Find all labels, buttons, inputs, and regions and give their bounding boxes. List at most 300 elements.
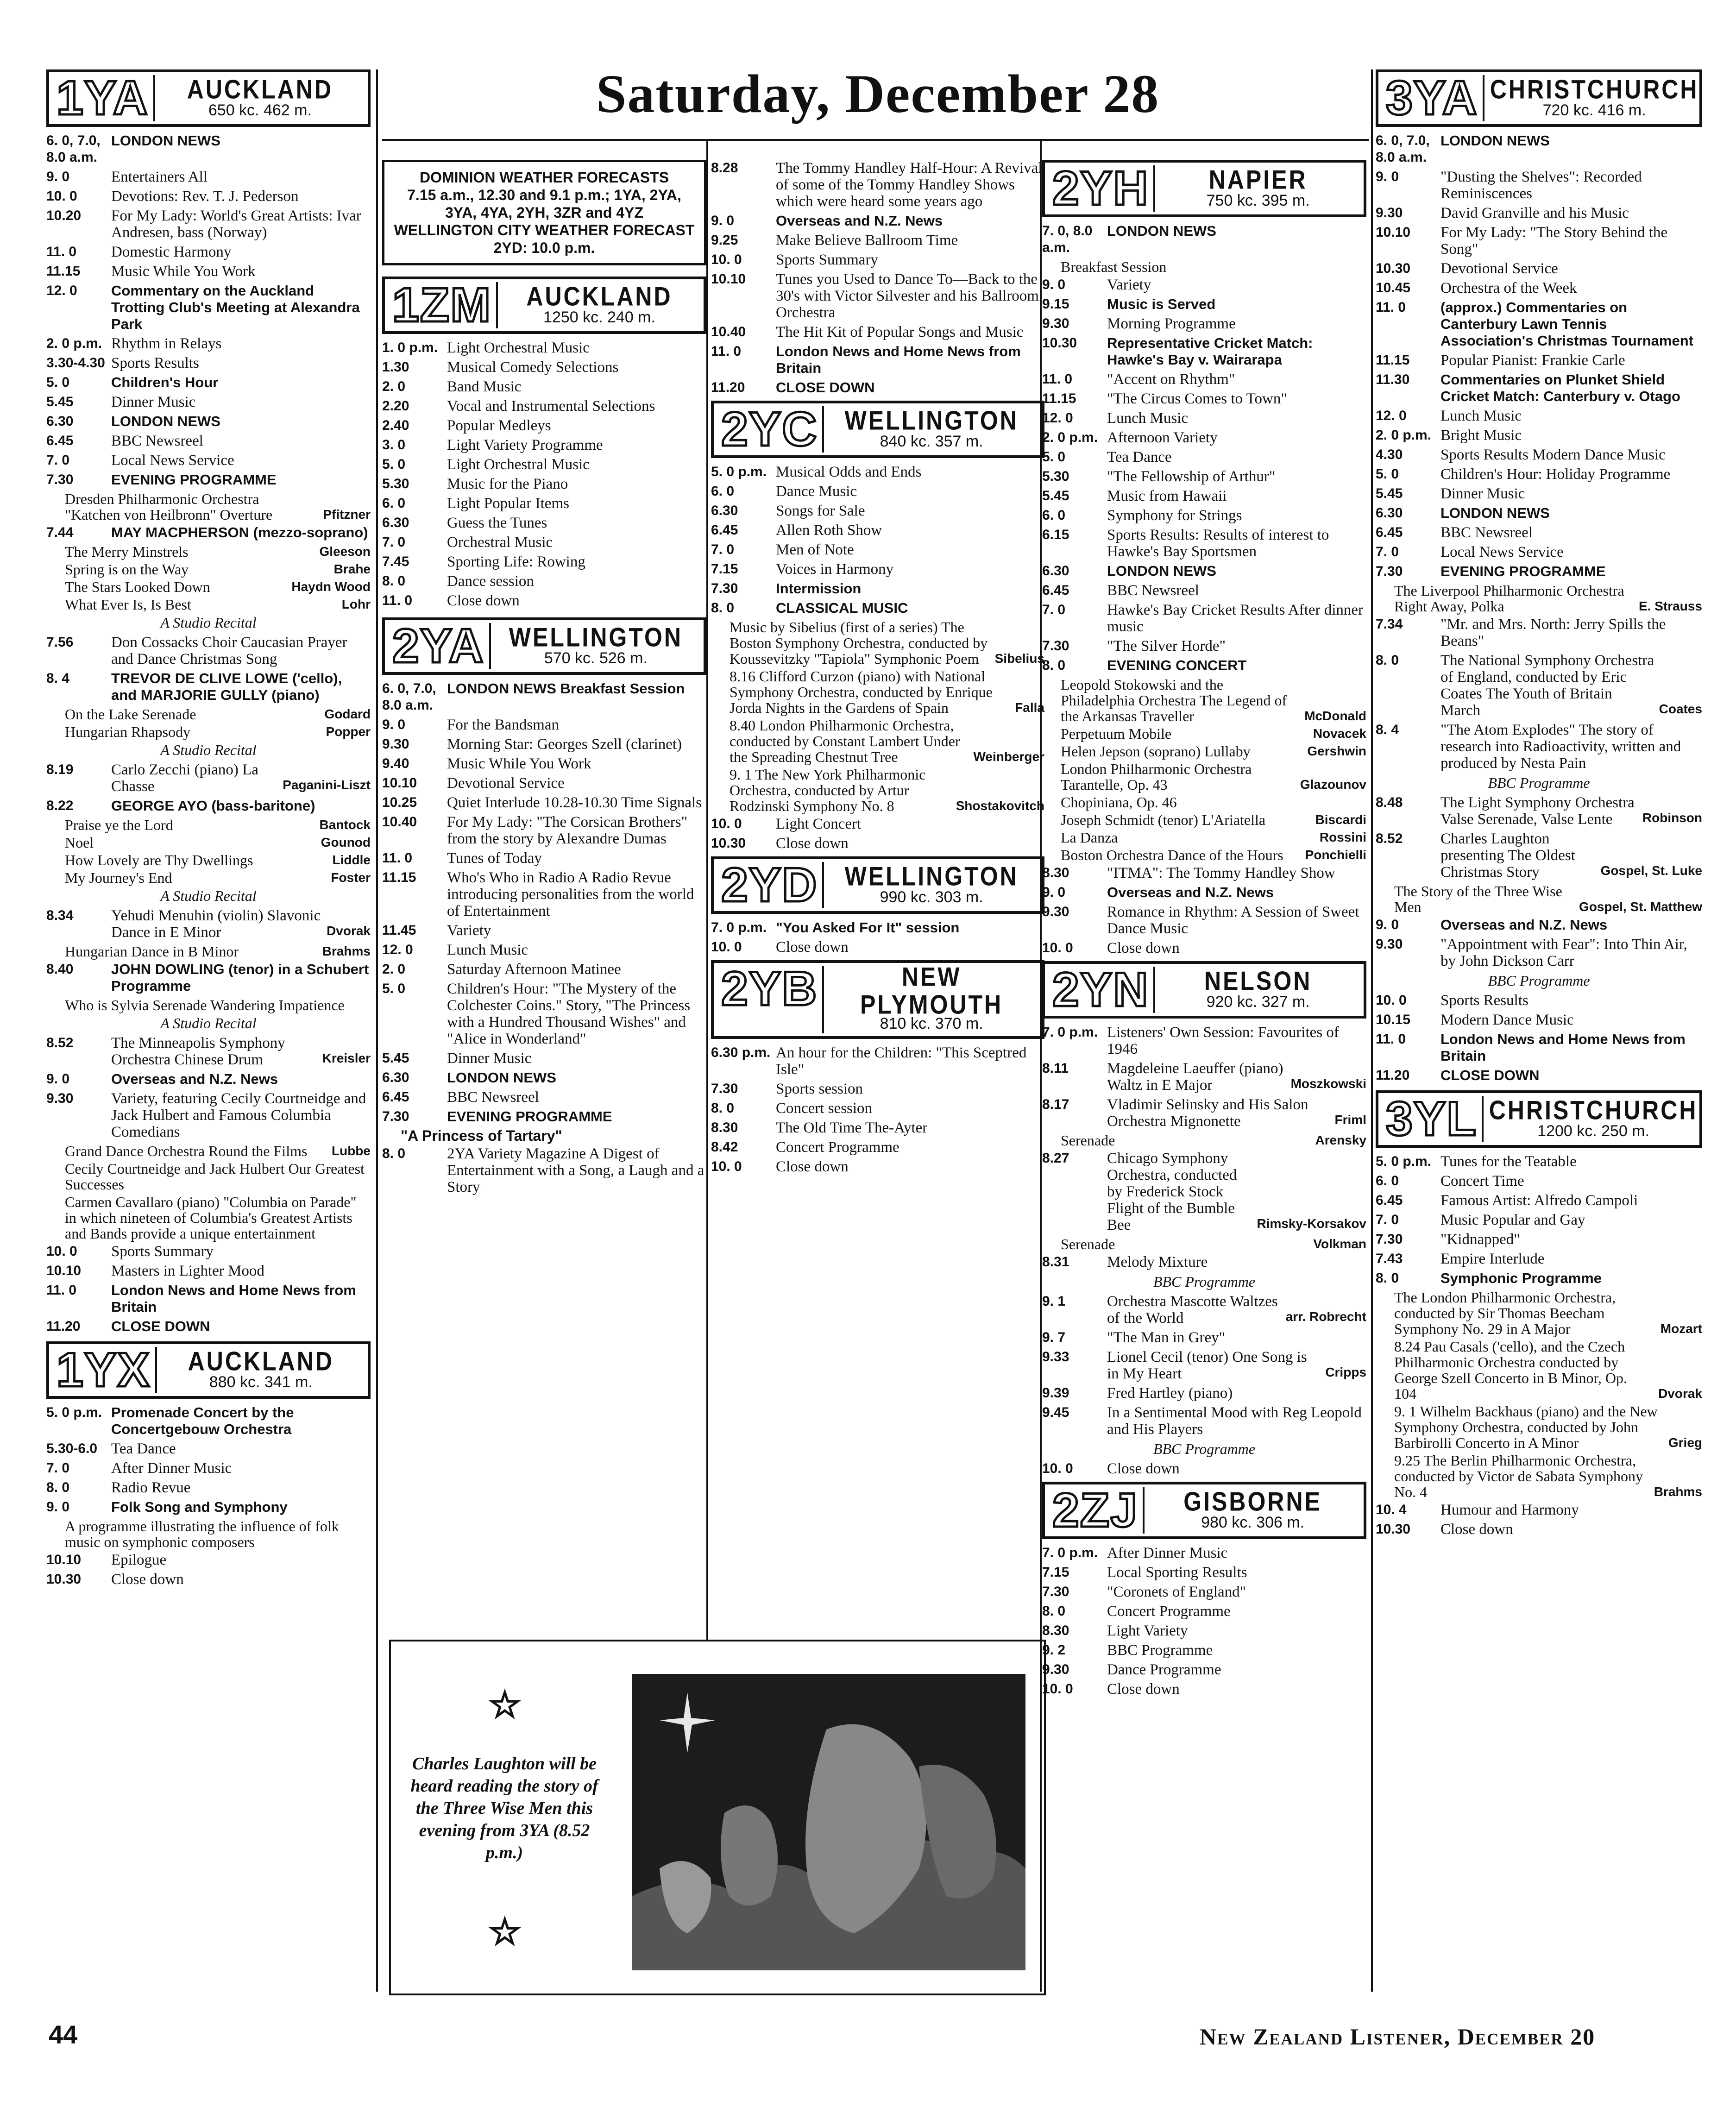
programme-time: 11. 0 xyxy=(382,850,413,866)
programme-time: 5.45 xyxy=(1376,486,1403,501)
programme-time: 8. 0 xyxy=(1042,1604,1066,1619)
programme-title: Light Variety xyxy=(1107,1622,1188,1639)
programme-title: The Old Time The-Ayter xyxy=(776,1119,928,1136)
station-frequency: 570 kc. 526 m. xyxy=(544,649,648,667)
programme-time: 8.27 xyxy=(1042,1151,1069,1166)
programme-title: Domestic Harmony xyxy=(111,244,232,260)
programme-item xyxy=(46,761,371,795)
programme-time: 8.52 xyxy=(46,1035,74,1050)
programme-item xyxy=(1376,936,1702,969)
programme-item xyxy=(1042,657,1366,674)
station-2ya-continued xyxy=(711,160,1044,396)
programme-title: Dinner Music xyxy=(111,394,196,410)
programme-time: 8.17 xyxy=(1042,1097,1069,1112)
programme-item xyxy=(46,1035,371,1068)
programme-title: Local Sporting Results xyxy=(1107,1564,1247,1581)
programme-time: 7. 0 p.m. xyxy=(1042,1025,1098,1040)
programme-item xyxy=(46,413,371,430)
programme-title: Morning Programme xyxy=(1107,315,1236,332)
piece-composer: Pfitzner xyxy=(323,507,371,522)
programme-title: Concert session xyxy=(776,1100,873,1117)
station-logo-side xyxy=(1482,1096,1704,1142)
programme-item xyxy=(711,324,1044,340)
programme-time: 10.30 xyxy=(1042,335,1077,351)
programme-title: Don Cossacks Choir Caucasian Prayer and Dance Christmas Song xyxy=(111,634,347,667)
programme-item xyxy=(1042,371,1366,388)
programme-time: 5. 0 xyxy=(382,457,406,472)
programme-item xyxy=(1376,1270,1702,1287)
programme-time: 10. 0 xyxy=(46,1244,77,1259)
programme-detail xyxy=(1042,259,1366,275)
programme-item xyxy=(46,1479,371,1496)
programme-time: 10.25 xyxy=(382,795,417,810)
programme-time: 9. 0 xyxy=(1376,169,1399,184)
programme-time: 9.30 xyxy=(1042,904,1069,919)
programme-item xyxy=(1042,1293,1366,1327)
programme-time: 5.45 xyxy=(382,1050,409,1066)
programme-item xyxy=(711,464,1044,480)
programme-item xyxy=(1042,223,1366,256)
programme-item xyxy=(711,1119,1044,1136)
programme-time: 11. 0 xyxy=(711,344,742,359)
piece-composer: Dvorak xyxy=(327,924,371,938)
programme-title: Tunes of Today xyxy=(447,850,542,867)
programme-time: 11. 0 xyxy=(382,593,413,608)
detail-text: "A Princess of Tartary" xyxy=(401,1127,562,1144)
programme-time: 11. 0 xyxy=(1376,1031,1406,1047)
programme-item xyxy=(46,961,371,994)
programme-item xyxy=(1042,1460,1366,1477)
piece-composer: Paganini-Liszt xyxy=(283,778,371,792)
station-logo-side xyxy=(1143,1487,1361,1534)
station-city: NELSON xyxy=(1204,966,1312,996)
piece-title: Praise ye the Lord xyxy=(65,817,173,833)
programme-piece xyxy=(46,943,371,959)
wise-men-illustration xyxy=(632,1674,1025,1970)
programme-time: 7. 0 p.m. xyxy=(711,920,767,935)
programme-title: Local News Service xyxy=(111,452,234,469)
programme-item xyxy=(1042,1060,1366,1094)
programme-time: 6.45 xyxy=(46,433,74,448)
programme-title: Intermission xyxy=(776,580,862,597)
programme-title: Close down xyxy=(1107,940,1180,956)
programme-time: 9.39 xyxy=(1042,1385,1069,1401)
programme-title: CLASSICAL MUSIC xyxy=(776,600,908,616)
programme-item xyxy=(1042,1564,1366,1581)
station-call-sign: 2YH xyxy=(1052,162,1149,215)
programme-item xyxy=(1042,1329,1366,1346)
programme-time: 10.10 xyxy=(46,1552,82,1567)
programme-time: 4.30 xyxy=(1376,447,1403,462)
programme-item xyxy=(382,736,706,753)
programme-piece xyxy=(1376,1403,1702,1451)
programme-item xyxy=(46,208,371,241)
programme-item xyxy=(46,1440,371,1457)
station-city: AUCKLAND xyxy=(187,74,333,105)
composer-wrap xyxy=(1253,1150,1366,1232)
laughton-promo-box xyxy=(389,1640,1046,1995)
programme-item xyxy=(1042,638,1366,654)
programme-title: BBC Newsreel xyxy=(111,433,203,449)
programme-item xyxy=(1376,563,1702,580)
programme-time: 6.45 xyxy=(1042,583,1069,598)
composer-wrap xyxy=(323,907,371,939)
programme-item xyxy=(46,1263,371,1279)
programme-item xyxy=(46,263,371,280)
programme-title: "Kidnapped" xyxy=(1440,1231,1520,1248)
programme-title: Close down xyxy=(447,592,520,609)
programme-title: Light Concert xyxy=(776,816,862,832)
piece-title: The Liverpool Philharmonic Orchestra Right Away, Polka xyxy=(1394,582,1624,615)
programme-title: "Appointment with Fear": Into Thin Air, by John Dickson Carr xyxy=(1440,936,1687,969)
piece-composer: Falla xyxy=(1015,700,1044,715)
station-logo-side xyxy=(822,406,1039,453)
programme-item xyxy=(711,483,1044,500)
piece-title: The Stars Looked Down xyxy=(65,579,210,595)
programme-title: Light Popular Items xyxy=(447,495,569,512)
programme-title: Light Variety Programme xyxy=(447,437,603,453)
promo-text: Charles Laughton will be heard reading the story of the Three Wise Men this evening from 3YA (8.52 p.m.) xyxy=(410,1754,598,1862)
programme-time: 8. 0 xyxy=(382,1146,406,1161)
programme-item xyxy=(711,1081,1044,1097)
piece-title: 9. 1 The New York Philharmonic Orchestra, conducted by Artur Rodzinski Symphony No. 8 xyxy=(730,766,926,814)
programme-title: Music for the Piano xyxy=(447,476,568,492)
programme-title: TREVOR DE CLIVE LOWE ('cello), and MARJORIE GULLY (piano) xyxy=(111,670,342,703)
station-logo xyxy=(711,401,1044,458)
station-frequency: 750 kc. 395 m. xyxy=(1206,192,1310,209)
programme-title: Empire Interlude xyxy=(1440,1251,1545,1267)
programme-title: Overseas and N.Z. News xyxy=(1440,917,1608,933)
programme-title: (approx.) Commentaries on Canterbury Lawn Tennis Association's Christmas Tournament xyxy=(1440,299,1693,349)
piece-composer: Shostakovitch xyxy=(956,799,1044,813)
programme-title: LONDON NEWS Breakfast Session xyxy=(447,680,685,697)
detail-text: Carmen Cavallaro (piano) "Columbia on Parade" in which nineteen of Columbia's Greatest Artists and Bands provide a unique entertainment xyxy=(65,1194,357,1242)
programme-time: 8. 0 xyxy=(382,573,406,589)
programme-time: 8. 4 xyxy=(1376,722,1399,737)
programme-title: Rhythm in Relays xyxy=(111,335,222,352)
piece-composer: Dvorak xyxy=(1658,1386,1702,1401)
station-city: AUCKLAND xyxy=(188,1346,334,1377)
programme-item xyxy=(711,1139,1044,1156)
programme-item xyxy=(1042,390,1366,407)
programme-item xyxy=(46,1090,371,1140)
programme-item xyxy=(382,573,706,590)
piece-composer: Mozart xyxy=(1660,1321,1702,1336)
programme-item xyxy=(1042,335,1366,368)
programme-title: Close down xyxy=(776,939,849,956)
programme-item xyxy=(382,850,706,867)
programme-title: Orchestral Music xyxy=(447,534,553,551)
programme-item xyxy=(46,335,371,352)
programme-detail xyxy=(46,1194,371,1241)
programme-title: "The Circus Comes to Town" xyxy=(1107,390,1287,407)
composer-wrap xyxy=(1597,830,1702,879)
programme-title: LONDON NEWS xyxy=(1440,132,1550,149)
programme-item xyxy=(46,1071,371,1088)
station-call-sign: 3YA xyxy=(1386,71,1478,125)
station-city: CHRISTCHURCH xyxy=(1489,1095,1698,1126)
programme-item xyxy=(46,1460,371,1477)
column-rule xyxy=(706,139,708,1640)
programme-time: 10. 0 xyxy=(711,939,742,955)
programme-title: Orchestra Mascotte Waltzes of the World xyxy=(1107,1293,1278,1327)
programme-title: Representative Cricket Match: Hawke's Bay v. Wairarapa xyxy=(1107,335,1313,368)
programme-item xyxy=(1042,1404,1366,1438)
piece-title: Perpetuum Mobile xyxy=(1061,725,1172,742)
programme-item xyxy=(46,1499,371,1516)
station-2ya xyxy=(382,617,706,1195)
programme-title: LONDON NEWS xyxy=(1107,223,1216,239)
piece-composer: Foster xyxy=(331,870,371,885)
programme-item xyxy=(1042,527,1366,560)
programme-item xyxy=(382,456,706,473)
programme-time: 8. 0 xyxy=(711,1101,735,1116)
station-2yd xyxy=(711,856,1044,956)
programme-title: EVENING CONCERT xyxy=(1107,657,1247,673)
piece-title: Leopold Stokowski and the Philadelphia Orchestra The Legend of the Arkansas Traveller xyxy=(1061,676,1287,724)
programme-item xyxy=(382,942,706,958)
programme-time: 7. 0 p.m. xyxy=(1042,1545,1098,1560)
programme-item xyxy=(711,160,1044,210)
piece-composer: Biscardi xyxy=(1315,812,1366,827)
programme-item xyxy=(1376,427,1702,444)
programme-item xyxy=(1042,1681,1366,1698)
station-logo-side xyxy=(1153,967,1361,1013)
programme-title: The Light Symphony Orchestra Valse Serenade, Valse Lente xyxy=(1440,794,1635,828)
programme-title: Sports Summary xyxy=(776,252,878,268)
programme-time: 12. 0 xyxy=(382,942,413,957)
piece-composer: Brahms xyxy=(322,944,371,958)
piece-composer: Gleeson xyxy=(319,544,371,559)
piece-title: Hungarian Rhapsody xyxy=(65,723,191,740)
programme-title: "Mr. and Mrs. North: Jerry Spills the Beans" xyxy=(1440,616,1666,649)
programme-title: Music While You Work xyxy=(447,755,591,772)
programme-time: 6.30 xyxy=(46,414,74,429)
programme-title: Hawke's Bay Cricket Results After dinner music xyxy=(1107,602,1364,635)
programme-title: Children's Hour xyxy=(111,374,219,390)
piece-title: Joseph Schmidt (tenor) L'Ariatella xyxy=(1061,811,1266,828)
station-2yc xyxy=(711,401,1044,852)
programme-piece xyxy=(1376,1453,1702,1500)
programme-piece xyxy=(46,817,371,833)
programme-time: 8.28 xyxy=(711,160,738,176)
programme-title: Listeners' Own Session: Favourites of 1946 xyxy=(1107,1024,1339,1057)
programme-item xyxy=(1376,794,1702,828)
programme-time: 10. 0 xyxy=(46,189,77,204)
programme-item xyxy=(1376,1231,1702,1248)
programme-item xyxy=(1376,1502,1702,1518)
station-call-sign: 2YC xyxy=(721,402,818,456)
programme-item xyxy=(382,814,706,847)
programme-item xyxy=(46,452,371,469)
programme-time: 9. 1 xyxy=(1042,1294,1066,1309)
programme-time: 5. 0 xyxy=(1042,449,1066,465)
piece-title: My Journey's End xyxy=(65,869,172,886)
programme-time: 8.30 xyxy=(711,1120,738,1135)
programme-item xyxy=(1042,582,1366,599)
programme-item xyxy=(711,541,1044,558)
piece-composer: Liddle xyxy=(332,853,371,867)
programme-item xyxy=(382,981,706,1047)
programme-title: Romance in Rhythm: A Session of Sweet Dance Music xyxy=(1107,904,1359,937)
programme-title: Quiet Interlude 10.28-10.30 Time Signals xyxy=(447,794,702,811)
programme-title: Famous Artist: Alfredo Campoli xyxy=(1440,1192,1638,1209)
programme-item xyxy=(382,680,706,714)
programme-title: For My Lady: "The Corsican Brothers" from the story by Alexandre Dumas xyxy=(447,814,688,847)
programme-item xyxy=(46,670,371,704)
piece-title: Noel xyxy=(65,834,94,851)
column-1 xyxy=(46,69,371,1591)
programme-time: 7.30 xyxy=(711,581,738,596)
programme-title: Vocal and Instrumental Selections xyxy=(447,398,655,415)
programme-time: 2. 0 p.m. xyxy=(46,336,102,351)
programme-item xyxy=(1376,224,1702,258)
station-call-sign: 1YA xyxy=(57,71,149,125)
programme-title: Yehudi Menuhin (violin) Slavonic Dance in E Minor xyxy=(111,907,321,941)
programme-item xyxy=(46,169,371,185)
programme-time: 7. 0 xyxy=(46,1460,70,1476)
programme-time: 10. 0 xyxy=(711,816,742,831)
programme-item xyxy=(382,961,706,978)
programme-time: 2. 0 p.m. xyxy=(1042,430,1098,445)
programme-time: 7.30 xyxy=(46,472,74,487)
programme-time: 7.30 xyxy=(1376,564,1403,579)
programme-item xyxy=(1042,1642,1366,1659)
programme-time: 7.56 xyxy=(46,635,74,650)
forecast-city: WELLINGTON CITY WEATHER FORECAST xyxy=(394,222,695,239)
programme-time: 7. 0 xyxy=(1376,544,1399,560)
programme-title: Children's Hour: Holiday Programme xyxy=(1440,466,1671,483)
programme-item xyxy=(46,634,371,667)
programme-piece xyxy=(46,870,371,886)
programme-time: 5. 0 xyxy=(382,981,406,996)
programme-title: EVENING PROGRAMME xyxy=(111,472,277,488)
programme-title: Variety xyxy=(1107,277,1151,293)
column-5 xyxy=(1376,69,1702,1541)
station-city: WELLINGTON xyxy=(509,622,683,653)
station-call-sign: 1ZM xyxy=(392,278,491,332)
piece-title: 8.24 Pau Casals ('cello), and the Czech Philharmonic Orchestra conducted by George Szell Concerto in B Minor, Op. 104 xyxy=(1394,1338,1627,1402)
programme-title: Morning Star: Georges Szell (clarinet) xyxy=(447,736,682,753)
programme-time: 3. 0 xyxy=(382,437,406,453)
programme-item xyxy=(711,522,1044,539)
programme-time: 10.45 xyxy=(1376,280,1411,296)
programme-title: Close down xyxy=(1107,1460,1180,1477)
programme-time: 7. 0 xyxy=(1042,602,1066,617)
programme-piece xyxy=(711,767,1044,814)
piece-composer: Sibelius xyxy=(994,651,1044,666)
programme-time: 6.30 xyxy=(382,515,409,530)
programme-time: 5.30 xyxy=(1042,469,1069,484)
publication-footer: New Zealand Listener, December 20 xyxy=(1200,2024,1596,2050)
programme-title: For the Bandsman xyxy=(447,717,559,733)
programme-item xyxy=(1376,1031,1702,1064)
programme-title: LONDON NEWS xyxy=(111,132,220,149)
piece-title: 9.25 The Berlin Philharmonic Orchestra, conducted by Victor de Sabata Symphony No. 4 xyxy=(1394,1452,1643,1500)
piece-composer: Gospel, St. Matthew xyxy=(1579,899,1702,914)
station-logo xyxy=(1376,1090,1702,1148)
programme-piece xyxy=(46,1143,371,1159)
programme-piece xyxy=(1042,726,1366,742)
programme-item xyxy=(46,1404,371,1438)
programme-item xyxy=(46,1318,371,1335)
programme-title: "The Atom Explodes" The story of research into Radioactivity, written and produced by Nesta Pain xyxy=(1440,722,1681,772)
composer-wrap xyxy=(1321,1349,1366,1380)
programme-time: 9. 0 xyxy=(46,1071,70,1087)
programme-title: Overseas and N.Z. News xyxy=(111,1071,278,1087)
programme-item xyxy=(382,755,706,772)
programme-title: An hour for the Children: "This Sceptred Isle" xyxy=(776,1044,1027,1078)
station-logo xyxy=(1376,69,1702,127)
programme-time: 11.20 xyxy=(1376,1068,1410,1083)
programme-title: Dance Music xyxy=(776,483,857,500)
programme-time: 8. 4 xyxy=(46,671,70,686)
column-rule xyxy=(376,69,378,1992)
programme-time: 11. 0 xyxy=(1376,300,1406,315)
station-call-sign: 3YL xyxy=(1386,1092,1477,1146)
programme-time: 12. 0 xyxy=(1042,410,1073,426)
station-logo xyxy=(46,69,371,127)
programme-note: BBC Programme xyxy=(1488,972,1590,989)
station-city: NEW PLYMOUTH xyxy=(860,962,1003,1020)
station-3yl xyxy=(1376,1090,1702,1538)
programme-time: 6. 0 xyxy=(1042,508,1066,523)
programme-item xyxy=(1042,884,1366,901)
programme-title: Close down xyxy=(111,1571,184,1588)
programme-title: Lionel Cecil (tenor) One Song is in My Heart xyxy=(1107,1349,1307,1382)
programme-time: 6.30 xyxy=(1042,563,1069,579)
programme-title: "The Man in Grey" xyxy=(1107,1329,1226,1346)
programme-time: 8.48 xyxy=(1376,795,1403,810)
programme-item xyxy=(1376,132,1702,166)
programme-time: 7. 0 xyxy=(46,453,70,468)
programme-title: Close down xyxy=(1107,1681,1180,1698)
programme-item xyxy=(1376,544,1702,560)
programme-time: 12. 0 xyxy=(1376,408,1407,423)
composer-wrap xyxy=(1639,794,1702,826)
programme-time: 10.30 xyxy=(711,836,746,851)
station-2yh xyxy=(1042,160,1366,956)
programme-time: 8. 0 xyxy=(711,600,735,616)
programme-title: Who's Who in Radio A Radio Revue introducing personalities from the world of Entertainment xyxy=(447,869,694,919)
composer-wrap xyxy=(1331,1096,1366,1128)
programme-title: Afternoon Variety xyxy=(1107,429,1218,446)
programme-time: 9. 0 xyxy=(1042,277,1066,292)
station-call-sign: 1YX xyxy=(57,1343,151,1397)
programme-item xyxy=(46,374,371,391)
programme-time: 9.30 xyxy=(1376,205,1403,220)
station-city: WELLINGTON xyxy=(844,405,1019,436)
programme-item xyxy=(1376,466,1702,483)
title-rule xyxy=(382,139,1369,141)
programme-time: 10.15 xyxy=(1376,1012,1411,1027)
programme-item xyxy=(1376,524,1702,541)
programme-title: London News and Home News from Britain xyxy=(776,343,1021,376)
piece-composer: Weinberger xyxy=(973,749,1044,764)
programme-time: 5.30-6.0 xyxy=(46,1441,98,1456)
station-2yb xyxy=(711,960,1044,1175)
programme-time: 6.30 xyxy=(711,503,738,518)
programme-item xyxy=(382,1050,706,1067)
programme-title: Local News Service xyxy=(1440,544,1564,560)
programme-item xyxy=(1376,1521,1702,1538)
station-logo-side xyxy=(496,282,701,328)
programme-title: Light Orchestral Music xyxy=(447,456,590,473)
programme-item xyxy=(46,1552,371,1568)
programme-item xyxy=(1376,1212,1702,1228)
programme-item xyxy=(46,355,371,371)
programme-note: BBC Programme xyxy=(1153,1440,1256,1457)
